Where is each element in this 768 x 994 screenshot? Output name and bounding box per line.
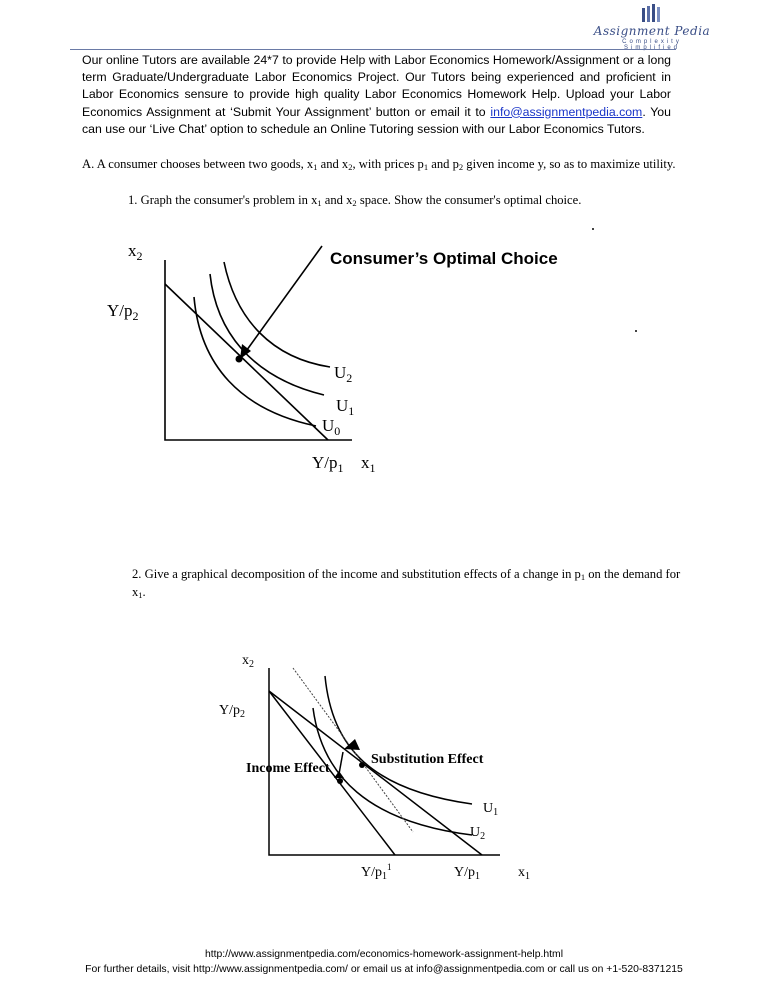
question-1-text: 1. Graph the consumer's problem in $x_1$ and $x_2$ space. Show the consumer's optimal choice. xyxy=(128,193,582,208)
fig2-income-arrowhead xyxy=(334,771,344,778)
fig1-y-intercept-label: $Y/p_2$ xyxy=(107,301,139,323)
fig2-substitution-effect-label: Substitution Effect xyxy=(371,752,484,767)
fig2-y-intercept-label: $Y/p_2$ xyxy=(219,703,245,720)
email-link[interactable]: info@assignmentpedia.com xyxy=(490,104,643,119)
fig1-label-u1: $U_1$ xyxy=(336,396,355,418)
fig1-budget-line xyxy=(165,284,328,440)
fig2-income-effect-label: Income Effect xyxy=(246,761,330,776)
intro-text-after-link: . You can use our ‘Live Chat’ option to schedule an Online Tutoring session with our Labor Economics Tutors. xyxy=(82,104,671,136)
fig1-x-intercept-label: $Y/p_1$ xyxy=(312,453,344,475)
fig2-x-intercept-label: $Y/p_1$ xyxy=(454,865,480,882)
scan-mark xyxy=(635,330,637,332)
fig2-income-arrow-shaft xyxy=(339,752,343,774)
fig2-point-new-optimum xyxy=(359,762,365,768)
fig1-curve-u2 xyxy=(224,262,330,367)
footer-url-line[interactable]: http://www.assignmentpedia.com/economics-homework-assignment-help.html xyxy=(204,949,564,960)
fig2-x-new-intercept-label: $Y/p_1^1$ xyxy=(361,862,392,882)
logo-brand-text: Assignment Pedia xyxy=(593,24,711,38)
logo-tagline: Complexity Simplified xyxy=(622,39,682,51)
fig2-y-axis-label: $x_2$ xyxy=(242,653,254,670)
fig2-label-u1: $U_1$ xyxy=(483,801,499,818)
fig1-optimal-arrow xyxy=(244,246,322,354)
fig2-label-u2: $U_2$ xyxy=(470,825,486,842)
fig2-curve-u2 xyxy=(313,708,472,835)
fig1-y-axis-label: $x_2$ xyxy=(128,241,143,263)
fig2-compensated-budget-line xyxy=(293,668,413,832)
fig1-optimal-choice-label: Consumer’s Optimal Choice xyxy=(330,249,558,268)
footer-contact-line: For further details, visit http://www.assignmentpedia.com/ or email us at info@assignmentpedia.com or call us on +1-520-8371215 xyxy=(85,964,683,975)
fig1-x-axis-label: $x_1$ xyxy=(361,453,376,475)
question-2-text: 2. Give a graphical decomposition of the income and substitution effects of a change in $p_1$ on the demand for $x_1$. xyxy=(132,567,681,600)
question-a-text: A. A consumer chooses between two goods, $x_1$ and $x_2$, with prices $p_1$ and $p_2$ given income y, so as to maximize utility. xyxy=(82,157,676,172)
fig1-label-u0: $U_0$ xyxy=(322,416,341,438)
fig1-curve-u1 xyxy=(210,274,324,395)
fig2-x-axis-label: $x_1$ xyxy=(518,865,530,882)
fig2-point-compensated xyxy=(337,778,343,784)
intro-text-before-link: Our online Tutors are available 24*7 to provide Help with Labor Economics Homework/Assignment or a long term Graduate/Undergraduate Labor Economics Project. Our Tutors being experienced and proficient in Labor Economics sensure to provide high quality Labor Economics Homework Help. Upload your Labor Economics Assignment at ‘Submit Your Assignment’ button or email it to xyxy=(82,53,671,119)
fig1-axes xyxy=(165,260,355,440)
scan-mark xyxy=(592,228,594,230)
fig1-optimum-point xyxy=(236,356,243,363)
fig2-curve-u1 xyxy=(325,676,472,804)
fig1-label-u2: $U_2$ xyxy=(334,363,353,385)
